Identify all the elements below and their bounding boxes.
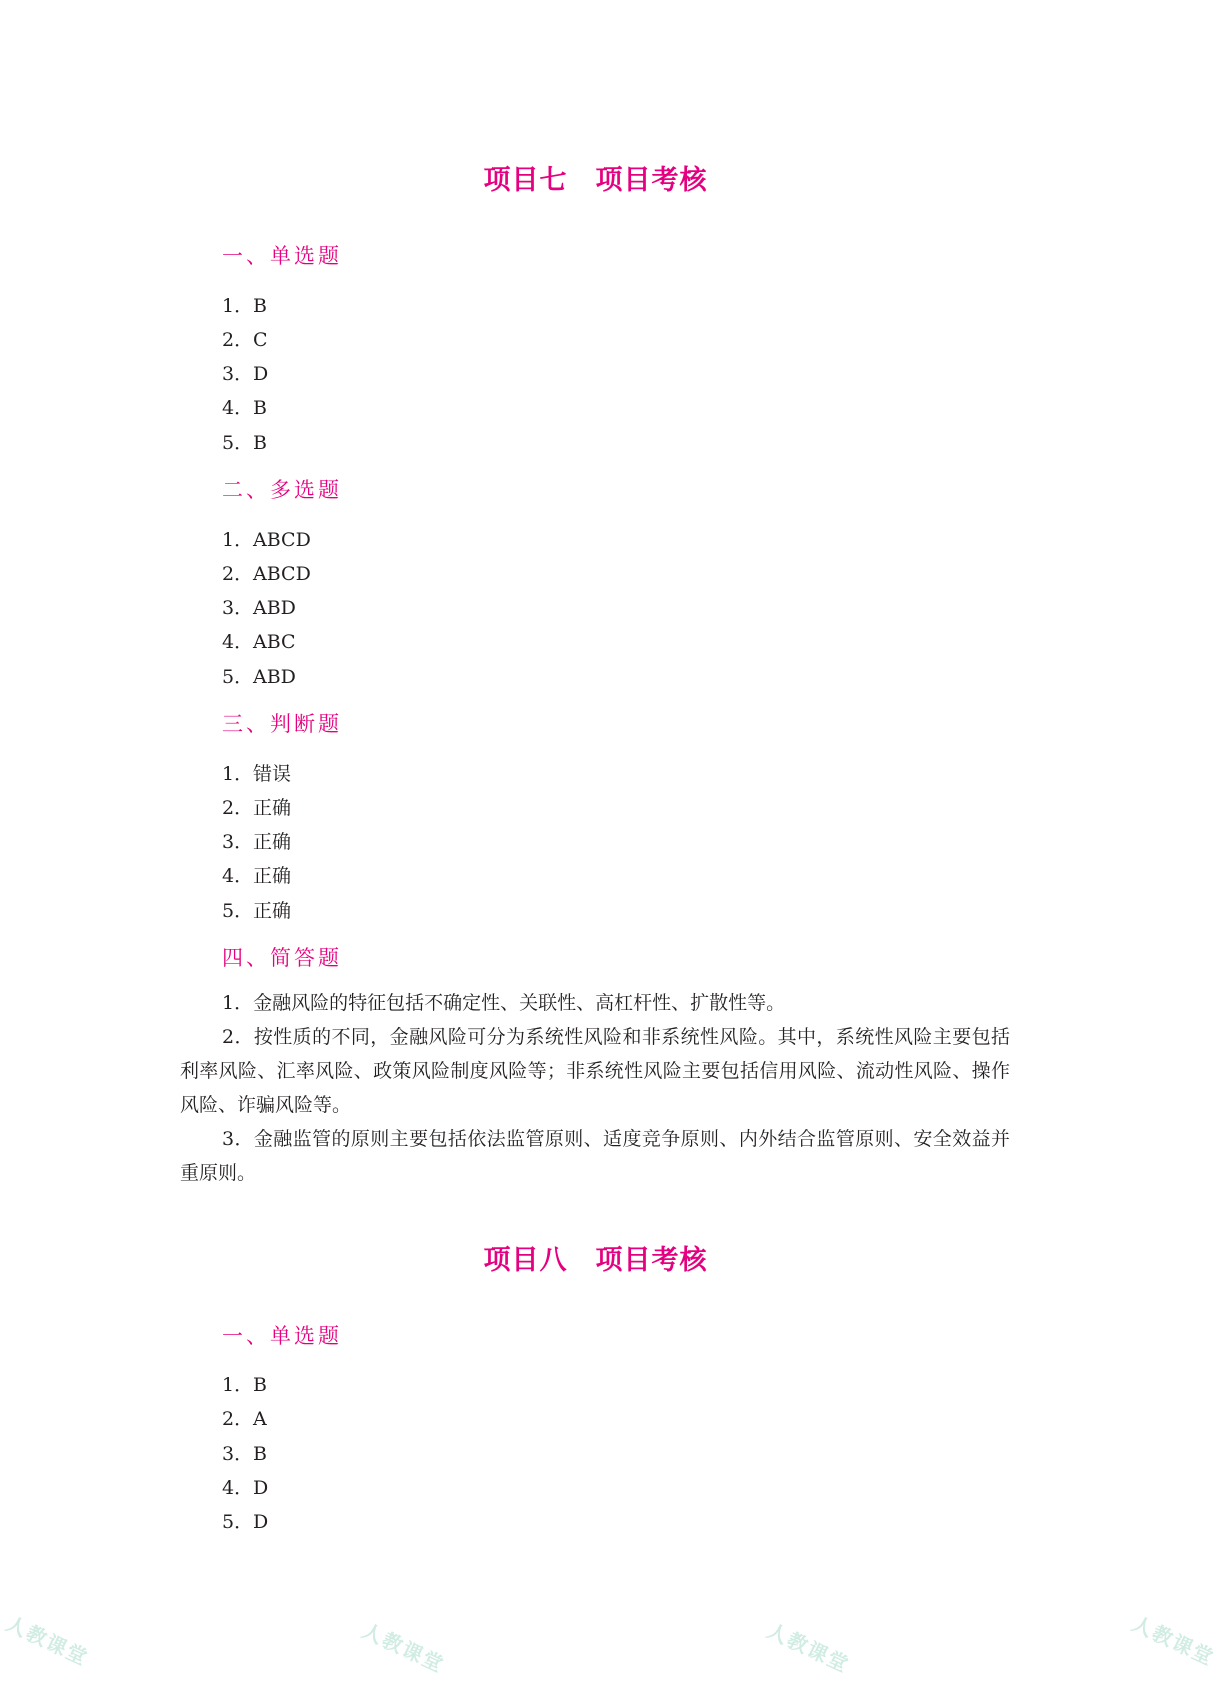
answer-item bbox=[222, 525, 311, 552]
group-heading-single-choice: 一、单选题 bbox=[222, 1324, 342, 1348]
answer-item bbox=[222, 559, 311, 586]
answer-item bbox=[222, 1370, 267, 1397]
answer-number: 5． bbox=[222, 900, 254, 922]
watermark: 人教课堂 bbox=[358, 1618, 449, 1678]
answer-number: 1． bbox=[222, 763, 254, 785]
answer-text: D bbox=[253, 1511, 269, 1533]
answer-text: D bbox=[253, 1477, 269, 1499]
answer-text: B bbox=[253, 1443, 267, 1465]
answer-text: ABD bbox=[253, 597, 296, 619]
answer-item bbox=[222, 861, 291, 888]
answer-number: 5． bbox=[222, 666, 254, 688]
watermark: 人教课堂 bbox=[763, 1618, 854, 1678]
answer-item bbox=[222, 827, 291, 854]
section-title-project-7: 项目七 项目考核 bbox=[483, 165, 708, 196]
answer-text: 正确 bbox=[253, 865, 292, 887]
answer-number: 4． bbox=[222, 1477, 254, 1499]
answer-text: B bbox=[253, 432, 267, 454]
answer-text: 正确 bbox=[253, 831, 292, 853]
answer-item bbox=[222, 428, 267, 455]
answer-number: 1． bbox=[222, 295, 254, 317]
answer-text: A bbox=[253, 1408, 267, 1430]
answer-number: 1． bbox=[222, 1374, 254, 1396]
watermark: 人教课堂 bbox=[2, 1611, 93, 1671]
answer-number: 3． bbox=[222, 597, 254, 619]
answer-item bbox=[222, 1439, 267, 1466]
watermark: 人教课堂 bbox=[1128, 1611, 1219, 1671]
short-answer-paragraph: 2．按性质的不同，金融风险可分为系统性风险和非系统性风险。其中，系统性风险主要包括利率风险、汇率风险、政策风险制度风险等；非系统性风险主要包括信用风险、流动性风险、操作风险、诈骗风险等。 bbox=[180, 1026, 1010, 1116]
answer-text: ABCD bbox=[253, 529, 311, 551]
answer-item bbox=[222, 1404, 267, 1431]
answer-item bbox=[222, 325, 268, 352]
group-heading-short-answer: 四、简答题 bbox=[222, 946, 342, 970]
answer-number: 4． bbox=[222, 631, 254, 653]
answer-item bbox=[222, 896, 291, 923]
answer-number: 5． bbox=[222, 432, 254, 454]
answer-text: D bbox=[253, 363, 269, 385]
answer-item bbox=[222, 1473, 268, 1500]
group-heading-single-choice: 一、单选题 bbox=[222, 244, 342, 268]
answer-text: B bbox=[253, 1374, 267, 1396]
answer-text: ABC bbox=[253, 631, 296, 653]
answer-number: 2． bbox=[222, 797, 254, 819]
answer-text: B bbox=[253, 295, 267, 317]
answer-number: 5． bbox=[222, 1511, 254, 1533]
answer-item bbox=[222, 627, 296, 654]
group-heading-multiple-choice: 二、多选题 bbox=[222, 478, 342, 502]
answer-text: ABD bbox=[253, 666, 296, 688]
answer-item bbox=[222, 291, 267, 318]
answer-text: 错误 bbox=[253, 763, 292, 785]
answer-number: 3． bbox=[222, 831, 254, 853]
short-answer-paragraph: 3．金融监管的原则主要包括依法监管原则、适度竞争原则、内外结合监管原则、安全效益并重原则。 bbox=[180, 1128, 1010, 1184]
section-title-project-8: 项目八 项目考核 bbox=[483, 1245, 708, 1276]
answer-item bbox=[222, 662, 296, 689]
answer-text: 正确 bbox=[253, 797, 292, 819]
answer-item bbox=[222, 593, 296, 620]
answer-text: ABCD bbox=[253, 563, 311, 585]
answer-item bbox=[222, 793, 291, 820]
answer-number: 4． bbox=[222, 397, 254, 419]
answer-text: C bbox=[253, 329, 268, 351]
answer-number: 2． bbox=[222, 1408, 254, 1430]
answer-number: 4． bbox=[222, 865, 254, 887]
answer-text: B bbox=[253, 397, 267, 419]
answer-item bbox=[222, 393, 267, 420]
answer-item bbox=[222, 1507, 268, 1534]
answer-item bbox=[222, 759, 291, 786]
answer-number: 2． bbox=[222, 329, 254, 351]
answer-number: 3． bbox=[222, 363, 254, 385]
group-heading-true-false: 三、判断题 bbox=[222, 712, 342, 736]
answer-item bbox=[222, 359, 268, 386]
answer-number: 1． bbox=[222, 529, 254, 551]
answer-text: 正确 bbox=[253, 900, 292, 922]
answer-number: 2． bbox=[222, 563, 254, 585]
answer-number: 3． bbox=[222, 1443, 254, 1465]
short-answer-paragraph: 1．金融风险的特征包括不确定性、关联性、高杠杆性、扩散性等。 bbox=[222, 992, 786, 1014]
